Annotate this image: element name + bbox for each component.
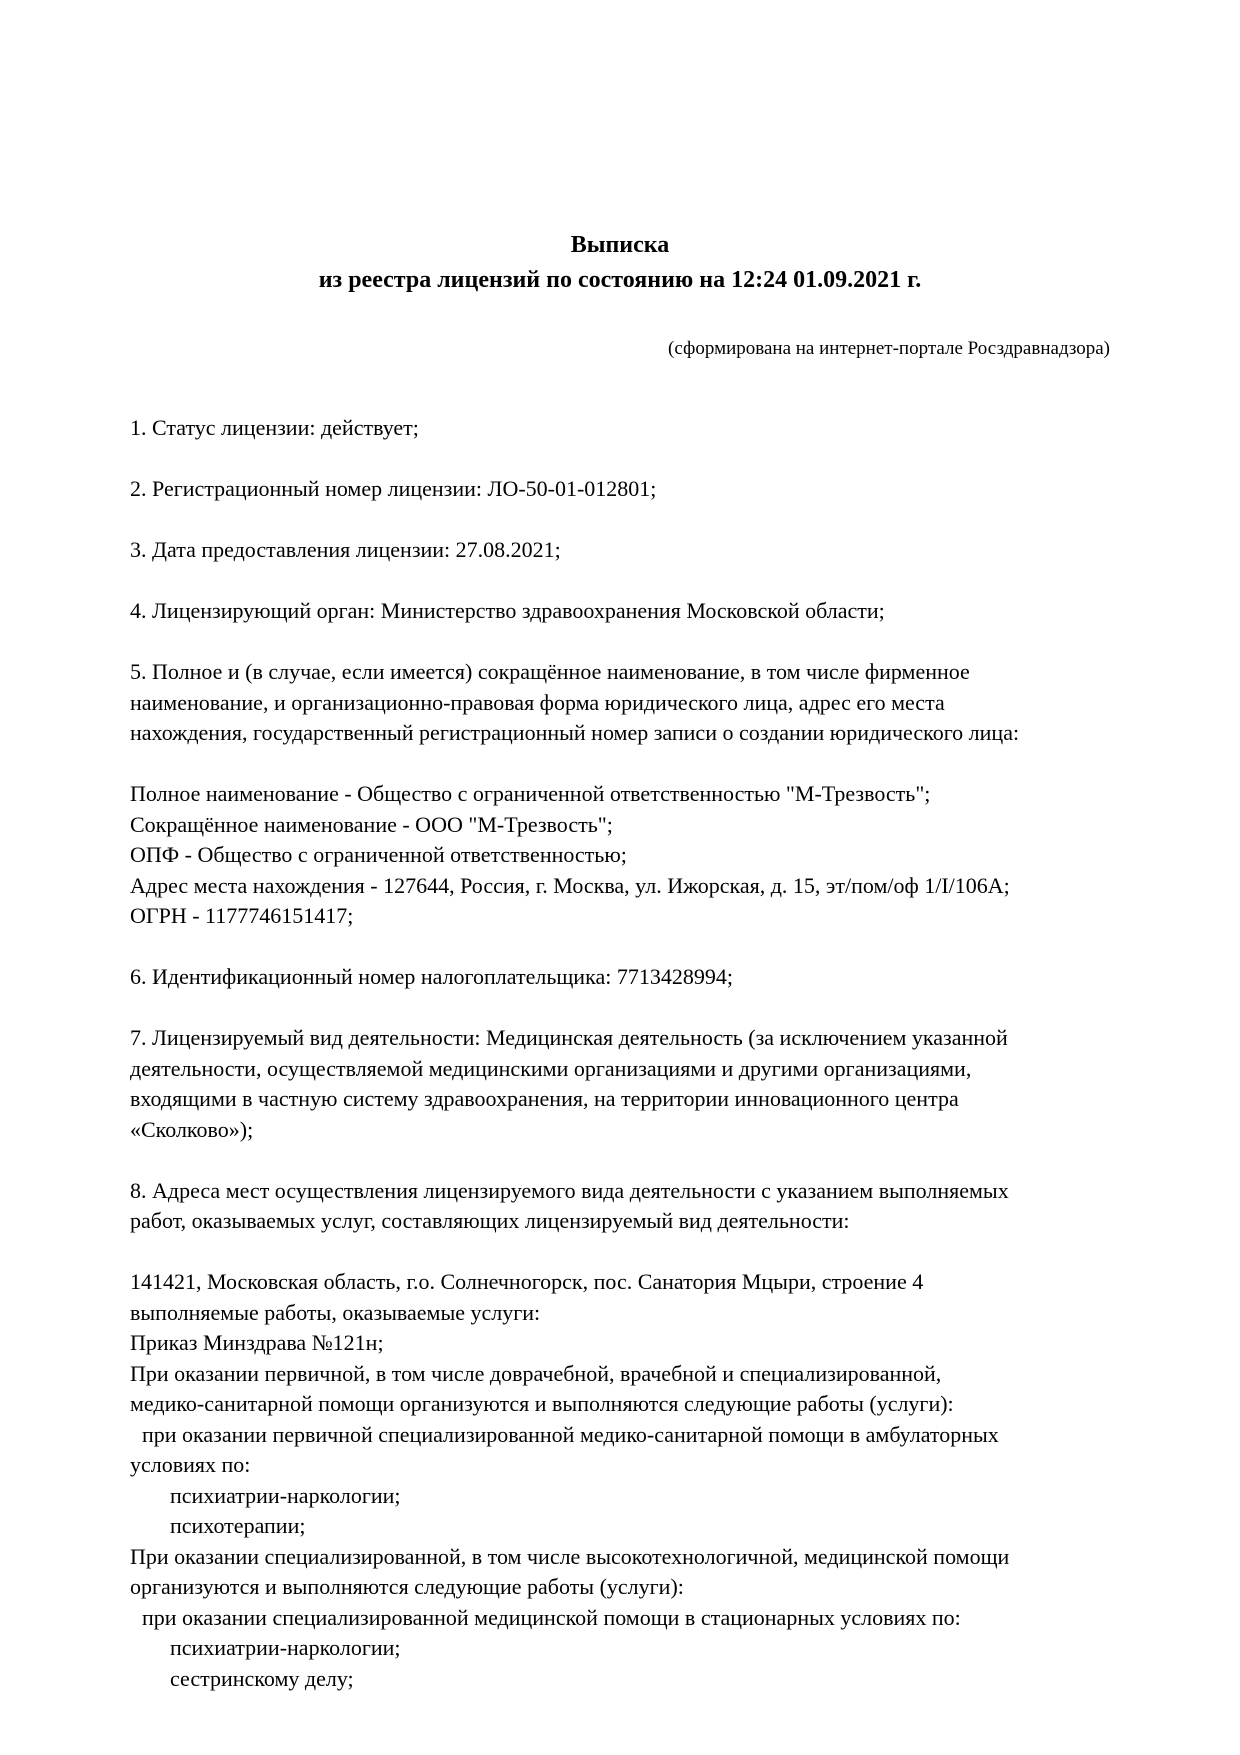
document-title-line1: Выписка: [570, 232, 670, 258]
doc-line: выполняемые работы, оказываемые услуги:: [130, 1299, 541, 1325]
doc-line: [130, 1237, 1110, 1268]
document-title: [130, 228, 1110, 298]
doc-line: деятельности, осуществляемой медицинскими организациями и другими организациями,: [130, 1055, 972, 1081]
doc-line: 2. Регистрационный номер лицензии: ЛО-50-01-012801;: [130, 476, 657, 501]
doc-line: 7. Лицензируемый вид деятельности: Медицинская деятельность (за исключением указанной: [130, 1025, 1008, 1050]
doc-line: Полное наименование - Общество с ограниченной ответственностью "М-Трезвость";: [130, 781, 931, 806]
doc-line: 3. Дата предоставления лицензии: 27.08.2021;: [130, 537, 561, 562]
doc-line: При оказании специализированной, в том числе высокотехнологичной, медицинской помощи: [130, 1543, 1010, 1569]
doc-line: 8. Адреса мест осуществления лицензируемого вида деятельности с указанием выполняемых: [130, 1177, 1009, 1203]
document-title-line2: из реестра лицензий по состоянию на 12:24 01.09.2021 г.: [318, 267, 922, 293]
document-body: [130, 413, 1110, 1694]
doc-line: организуются и выполняются следующие работы (услуги):: [130, 1574, 684, 1599]
doc-line: [130, 1145, 1110, 1176]
doc-line: «Сколково»);: [130, 1116, 254, 1142]
doc-line: Приказ Минздрава №121н;: [130, 1330, 384, 1355]
doc-line: наименование, и организационно-правовая форма юридического лица, адрес его места: [130, 689, 945, 715]
doc-line: сестринскому делу;: [170, 1665, 354, 1691]
doc-line: условиях по:: [130, 1452, 251, 1477]
doc-line: [130, 993, 1110, 1024]
doc-line: ОПФ - Общество с ограниченной ответственностью;: [130, 842, 627, 867]
doc-line: [130, 444, 1110, 475]
doc-line: При оказании первичной, в том числе доврачебной, врачебной и специализированной,: [130, 1360, 942, 1386]
doc-line: психиатрии-наркологии;: [170, 1635, 401, 1660]
doc-line: 6. Идентификационный номер налогоплательщика: 7713428994;: [130, 964, 733, 989]
doc-line: [130, 505, 1110, 536]
doc-line: 1. Статус лицензии: действует;: [130, 415, 419, 440]
doc-line: ОГРН - 1177746151417;: [130, 903, 354, 928]
doc-line: психиатрии-наркологии;: [170, 1482, 401, 1508]
doc-line: работ, оказываемых услуг, составляющих лицензируемый вид деятельности:: [130, 1208, 850, 1233]
doc-line: [130, 749, 1110, 780]
doc-line: 141421, Московская область, г.о. Солнечногорск, пос. Санатория Мцыри, строение 4: [130, 1269, 924, 1294]
doc-line: [130, 566, 1110, 597]
document-subtitle: (сформирована на интернет-портале Росздравнадзора): [668, 338, 1110, 359]
doc-line: медико-санитарной помощи организуются и выполняются следующие работы (услуги):: [130, 1391, 954, 1416]
doc-line: при оказании первичной специализированной медико-санитарной помощи в амбулаторных: [142, 1421, 999, 1447]
doc-line: при оказании специализированной медицинской помощи в стационарных условиях по:: [142, 1604, 961, 1630]
doc-line: Адрес места нахождения - 127644, Россия, г. Москва, ул. Ижорская, д. 15, эт/пом/оф 1/I/106А;: [130, 872, 1010, 898]
doc-line: Сокращённое наименование - ООО "М-Трезвость";: [130, 811, 613, 837]
doc-line: [130, 627, 1110, 658]
doc-line: [130, 932, 1110, 963]
doc-line: 4. Лицензирующий орган: Министерство здравоохранения Московской области;: [130, 598, 885, 623]
doc-line: психотерапии;: [170, 1513, 306, 1538]
doc-line: 5. Полное и (в случае, если имеется) сокращённое наименование, в том числе фирменное: [130, 659, 970, 684]
doc-line: входящими в частную систему здравоохранения, на территории инновационного центра: [130, 1086, 959, 1111]
doc-line: нахождения, государственный регистрационный номер записи о создании юридического лица:: [130, 720, 1020, 745]
